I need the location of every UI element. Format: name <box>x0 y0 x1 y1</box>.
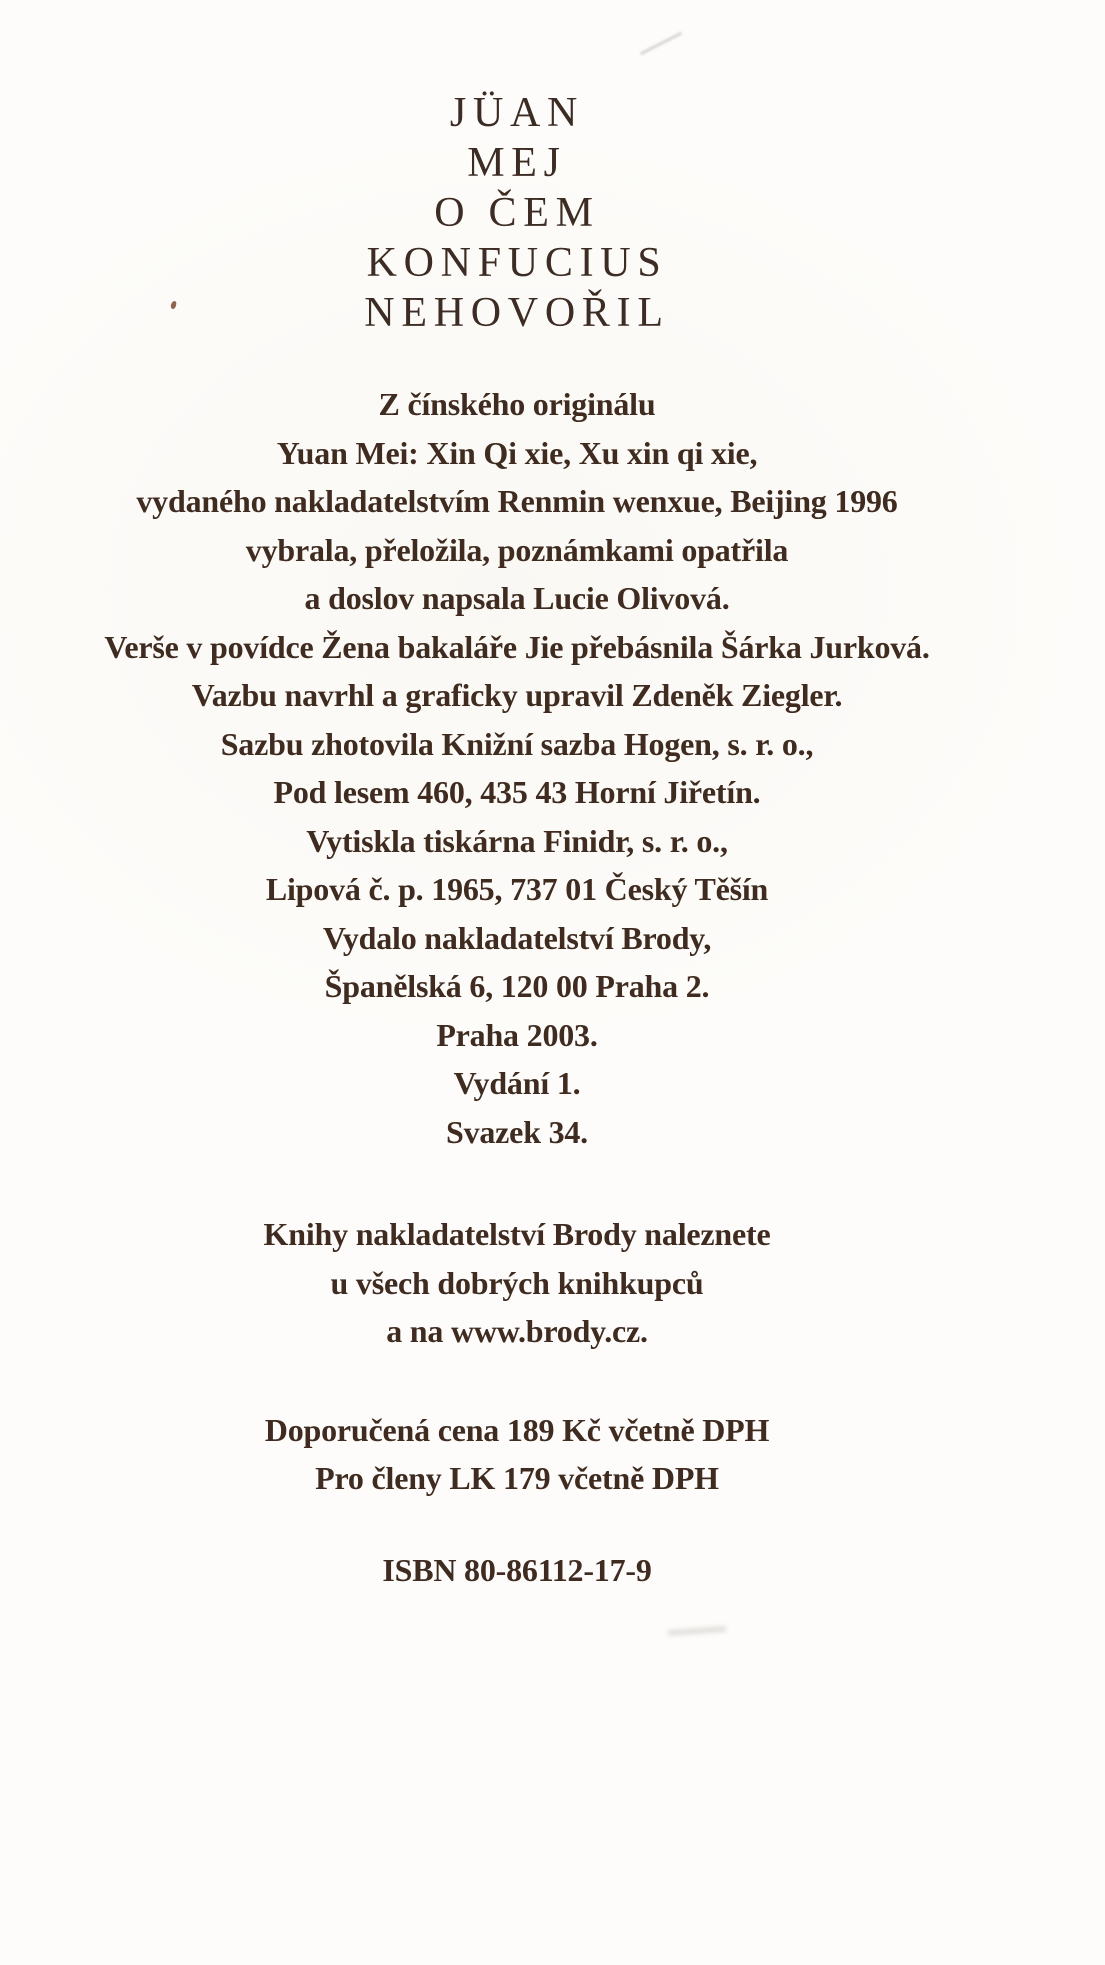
imprint-line-printer-1: Vytiskla tiskárna Finidr, s. r. o., <box>306 822 728 859</box>
distribution-line-website: a na www.brody.cz. <box>386 1313 648 1349</box>
imprint-line-origin: Z čínského originálu <box>378 386 656 422</box>
scan-smudge-bottom <box>668 1626 726 1636</box>
title-line-3: NEHOVOŘIL <box>364 290 670 336</box>
title-line-author-last: MEJ <box>467 140 567 186</box>
title-line-1: O ČEM <box>434 190 600 236</box>
imprint-line-publisher-1: Vydalo nakladatelství Brody, <box>322 919 712 956</box>
imprint-block <box>0 380 1034 1156</box>
recommended-price-line: Doporučená cena 189 Kč včetně DPH <box>264 1411 770 1448</box>
imprint-line-typesetting-1: Sazbu zhotovila Knižní sazba Hogen, s. r. o., <box>220 725 814 762</box>
title-line-author-first: JÜAN <box>449 90 585 136</box>
imprint-line-typesetting-2: Pod lesem 460, 435 43 Horní Jiřetín. <box>273 774 761 810</box>
isbn-line: ISBN 80-86112-17-9 <box>382 1551 652 1588</box>
imprint-line-original-title: Yuan Mei: Xin Qi xie, Xu xin qi xie, <box>276 434 758 471</box>
distribution-line-2: u všech dobrých knihkupců <box>330 1264 704 1301</box>
imprint-line-volume: Svazek 34. <box>445 1113 588 1150</box>
imprint-line-edition: Vydání 1. <box>453 1065 581 1101</box>
imprint-line-place-year: Praha 2003. <box>436 1016 598 1053</box>
imprint-line-original-publisher: vydaného nakladatelstvím Renmin wenxue, Beijing 1996 <box>136 483 898 519</box>
imprint-line-publisher-2: Španělská 6, 120 00 Praha 2. <box>324 968 710 1004</box>
imprint-line-translator-1: vybrala, přeložila, poznámkami opatřila <box>245 531 789 568</box>
imprint-line-translator-2: a doslov napsala Lucie Olivová. <box>304 580 730 616</box>
member-price-line: Pro členy LK 179 včetně DPH <box>315 1460 719 1496</box>
imprint-line-verses: Verše v povídce Žena bakaláře Jie přebásnila Šárka Jurková. <box>104 628 930 665</box>
isbn-block <box>0 1546 1034 1595</box>
title-line-2: KONFUCIUS <box>366 240 668 286</box>
distribution-line-1: Knihy nakladatelství Brody naleznete <box>263 1216 771 1252</box>
imprint-line-printer-2: Lipová č. p. 1965, 737 01 Český Těšín <box>265 871 769 907</box>
pricing-block <box>0 1406 1034 1503</box>
book-title <box>0 88 1034 338</box>
distribution-block <box>0 1210 1034 1356</box>
imprint-line-binding-design: Vazbu navrhl a graficky upravil Zdeněk Ziegler. <box>191 677 843 713</box>
